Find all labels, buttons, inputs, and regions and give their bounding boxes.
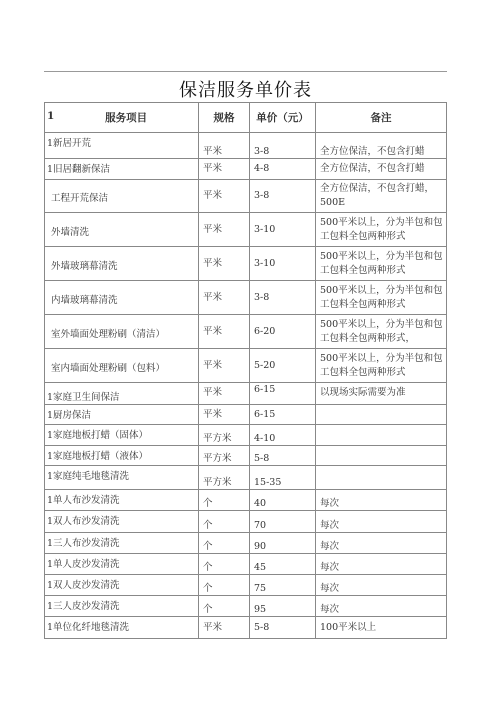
- item-cell: 室内墙面处理粉刷（包料）: [45, 349, 199, 383]
- item-cell: 1双人皮沙发清洗: [45, 575, 199, 596]
- note-cell: 每次: [316, 490, 447, 511]
- price-cell: 3-8: [250, 133, 316, 159]
- item-cell: 1双人布沙发清洗: [45, 511, 199, 533]
- note-cell: 每次: [316, 575, 447, 596]
- table-row: [45, 446, 447, 466]
- spec-cell: 平米: [199, 315, 250, 349]
- note-cell: 全方位保洁，不包含打蜡: [316, 159, 447, 180]
- table-row: [45, 405, 447, 425]
- table-row: [45, 349, 447, 383]
- header-item-label: 服务项目: [105, 112, 148, 124]
- item-cell: 1厨房保洁: [45, 405, 199, 425]
- price-cell: 6-15: [250, 383, 316, 405]
- note-cell: [316, 466, 447, 490]
- table-row: [45, 213, 447, 247]
- spec-cell: 平米: [199, 281, 250, 315]
- note-cell: 500平米以上，分为半包和包工包料全包两种形式: [316, 349, 447, 383]
- spec-cell: 个: [199, 575, 250, 596]
- table-row: [45, 180, 447, 213]
- table-row: [45, 511, 447, 533]
- price-table: [44, 102, 447, 639]
- header-spec: 规格: [199, 103, 250, 133]
- item-cell: 1三人布沙发清洗: [45, 533, 199, 554]
- item-cell: 1家庭地板打蜡（固体）: [45, 425, 199, 446]
- spec-cell: 平米: [199, 213, 250, 247]
- item-cell: 1单人皮沙发清洗: [45, 554, 199, 575]
- item-cell: 1新居开荒: [45, 133, 199, 159]
- header-note: 备注: [316, 103, 447, 133]
- table-row: [45, 247, 447, 281]
- price-cell: 45: [250, 554, 316, 575]
- price-cell: 15-35: [250, 466, 316, 490]
- page-title: 保洁服务单价表: [179, 80, 312, 101]
- note-cell: 每次: [316, 554, 447, 575]
- table-row: [45, 315, 447, 349]
- item-cell: 1单人布沙发清洗: [45, 490, 199, 511]
- price-cell: 6-20: [250, 315, 316, 349]
- price-cell: 90: [250, 533, 316, 554]
- header-item-cell: [45, 103, 199, 133]
- spec-cell: 个: [199, 490, 250, 511]
- price-cell: 3-8: [250, 180, 316, 213]
- note-cell: 以现场实际需要为准: [316, 383, 447, 405]
- table-row: [45, 466, 447, 490]
- spec-cell: 平米: [199, 180, 250, 213]
- table-row: [45, 281, 447, 315]
- note-cell: [316, 446, 447, 466]
- spec-cell: 个: [199, 511, 250, 533]
- item-cell: 1旧居翻新保洁: [45, 159, 199, 180]
- table-row: [45, 159, 447, 180]
- table-row: [45, 596, 447, 617]
- item-cell: 1家庭纯毛地毯清洗: [45, 466, 199, 490]
- note-cell: 500平米以上，分为半包和包工包料全包两种形式: [316, 247, 447, 281]
- table-row: [45, 490, 447, 511]
- table-row: [45, 133, 447, 159]
- spec-cell: 平米: [199, 349, 250, 383]
- price-cell: 5-8: [250, 617, 316, 639]
- price-cell: 6-15: [250, 405, 316, 425]
- header-number: 1: [47, 110, 55, 122]
- note-cell: 每次: [316, 511, 447, 533]
- spec-cell: 平米: [199, 405, 250, 425]
- item-cell: 内墙玻璃幕清洗: [45, 281, 199, 315]
- table-row: [45, 554, 447, 575]
- price-cell: 4-10: [250, 425, 316, 446]
- note-cell: 全方位保洁，不包含打蜡: [316, 133, 447, 159]
- price-cell: 40: [250, 490, 316, 511]
- spec-cell: 平方米: [199, 446, 250, 466]
- spec-cell: 平米: [199, 617, 250, 639]
- note-cell: 100平米以上: [316, 617, 447, 639]
- item-cell: 外墙玻璃幕清洗: [45, 247, 199, 281]
- price-cell: 5-8: [250, 446, 316, 466]
- table-row: [45, 533, 447, 554]
- item-cell: 外墙清洗: [45, 213, 199, 247]
- price-cell: 3-10: [250, 247, 316, 281]
- item-cell: 1家庭地板打蜡（液体）: [45, 446, 199, 466]
- price-cell: 95: [250, 596, 316, 617]
- price-cell: 4-8: [250, 159, 316, 180]
- spec-cell: 个: [199, 533, 250, 554]
- note-cell: 全方位保洁，不包含打蜡，500E: [316, 180, 447, 213]
- spec-cell: 个: [199, 596, 250, 617]
- item-cell: 室外墙面处理粉刷（清洁）: [45, 315, 199, 349]
- item-cell: 1单位化纤地毯清洗: [45, 617, 199, 639]
- item-cell: 1家庭卫生间保洁: [45, 383, 199, 405]
- note-cell: 每次: [316, 596, 447, 617]
- item-cell: 1三人皮沙发清洗: [45, 596, 199, 617]
- note-cell: 500平米以上，分为半包和包工包料全包两种形式: [316, 281, 447, 315]
- top-divider: [44, 71, 447, 72]
- spec-cell: 个: [199, 554, 250, 575]
- price-cell: 75: [250, 575, 316, 596]
- note-cell: [316, 425, 447, 446]
- spec-cell: 平米: [199, 133, 250, 159]
- table-row: [45, 575, 447, 596]
- table-row: [45, 383, 447, 405]
- spec-cell: 平米: [199, 159, 250, 180]
- item-cell: 工程开荒保洁: [45, 180, 199, 213]
- spec-cell: 平方米: [199, 425, 250, 446]
- table-row: [45, 617, 447, 639]
- spec-cell: 平米: [199, 247, 250, 281]
- price-cell: 5-20: [250, 349, 316, 383]
- spec-cell: 平方米: [199, 466, 250, 490]
- note-cell: 500平米以上，分为半包和包工包料全包两种形式: [316, 213, 447, 247]
- spec-cell: 平米: [199, 383, 250, 405]
- header-price: 单价（元）: [250, 103, 316, 133]
- price-cell: 70: [250, 511, 316, 533]
- note-cell: [316, 405, 447, 425]
- price-cell: 3-8: [250, 281, 316, 315]
- price-cell: 3-10: [250, 213, 316, 247]
- note-cell: 500平米以上，分为半包和包工包料全包两种形式，: [316, 315, 447, 349]
- note-cell: 每次: [316, 533, 447, 554]
- table-header-row: [45, 103, 447, 133]
- table-row: [45, 425, 447, 446]
